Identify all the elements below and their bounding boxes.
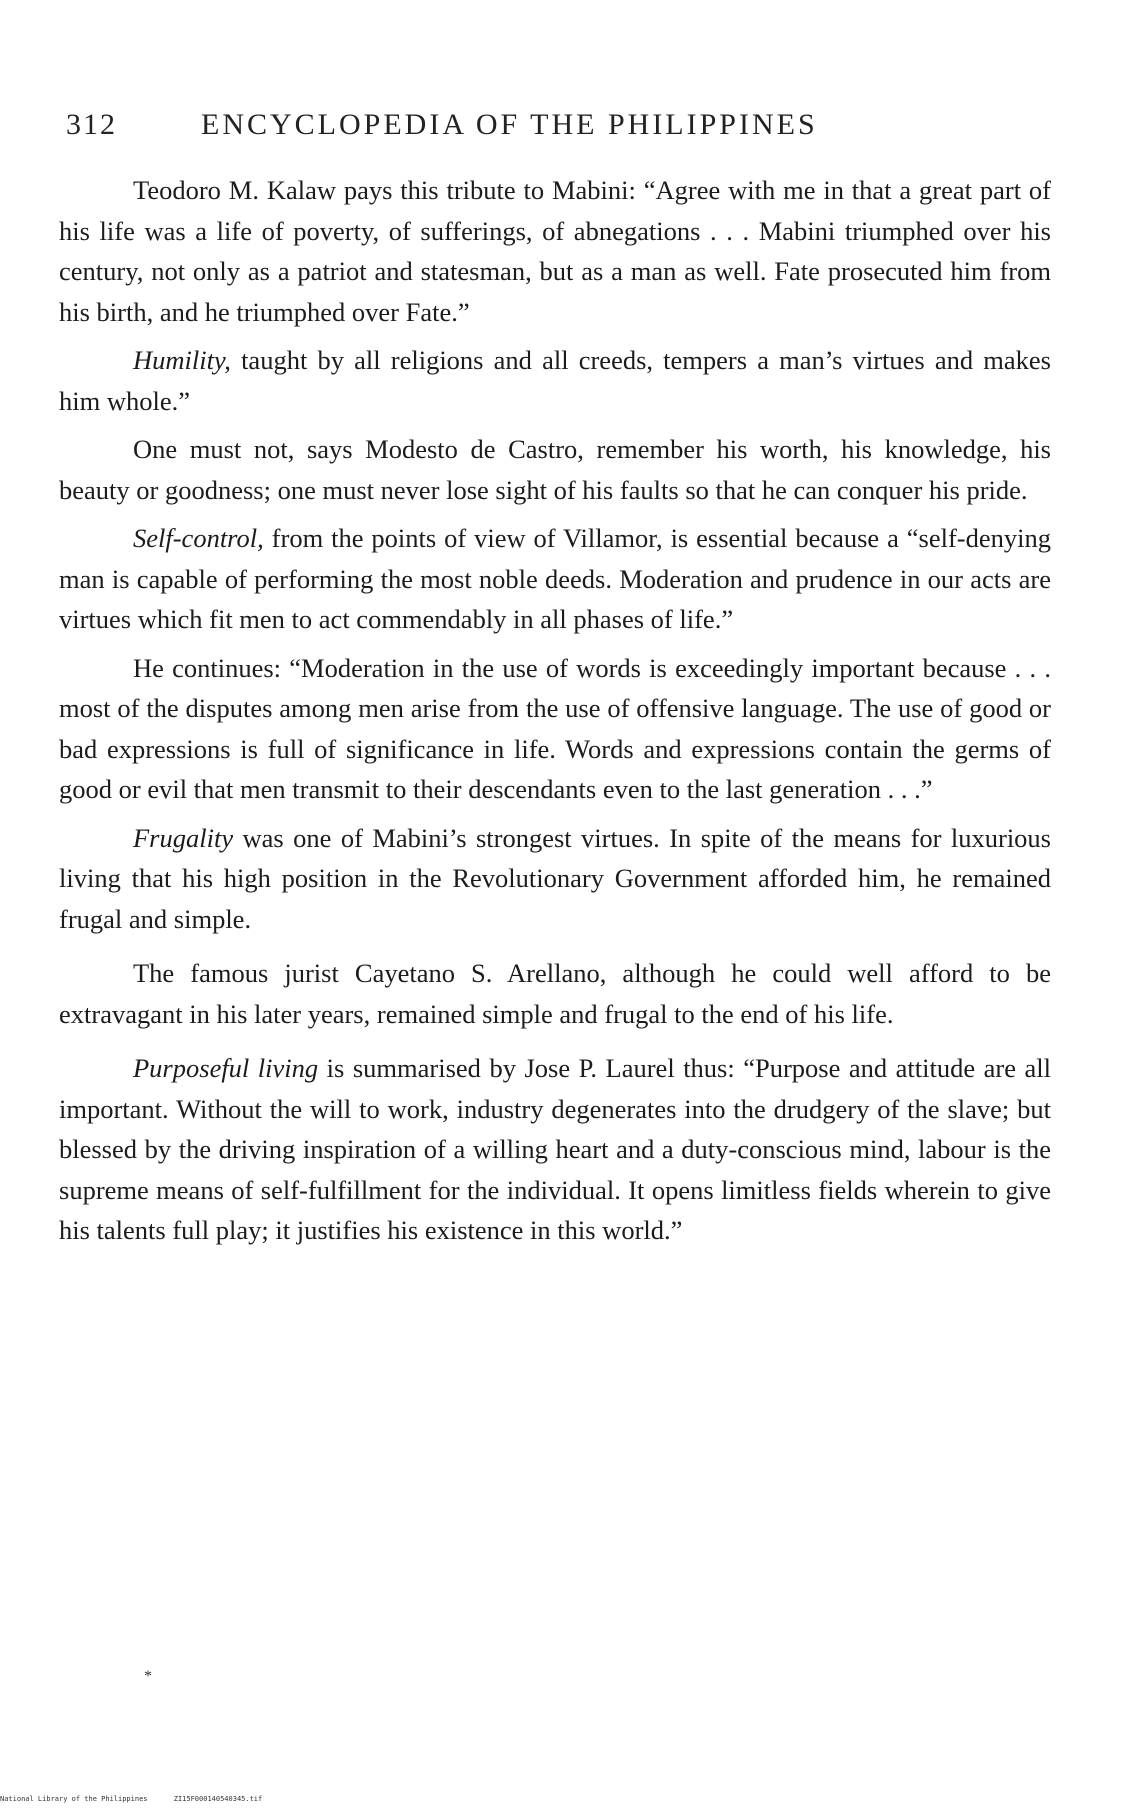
paragraph [59, 170, 1051, 332]
paragraph-text: from the points of view of Villamor, is essential because a “self-denying man is capable of performing the most noble deeds. Moderation and prudence in our acts are virtues which fit men to act commendably in all phases of life.” [59, 523, 1051, 634]
paragraph [59, 818, 1051, 940]
paragraph [59, 340, 1051, 421]
paragraph-text: Teodoro M. Kalaw pays this tribute to Mabini: “Agree with me in that a great part of his life was a life of poverty, of sufferings, of abnegations . . . Mabini triumphed over his century, not only as a patriot and statesman, but as a man as well. Fate prosecuted him from his birth, and he triumphed over Fate.” [59, 175, 1051, 327]
running-title: ENCYCLOPEDIA OF THE PHILIPPINES [201, 108, 818, 141]
paragraph-text: was one of Mabini’s strongest virtues. In spite of the means for luxurious living that his high position in the Revolutionary Government afforded him, he remained frugal and simple. [59, 822, 1051, 934]
page-number: 312 [66, 108, 117, 141]
paragraph-lead: Humility, [133, 345, 231, 375]
page-mark: * [144, 1668, 152, 1685]
paragraph [59, 648, 1051, 810]
paragraph [59, 429, 1051, 510]
body-text [59, 170, 1051, 1259]
paragraph-lead: Self-control, [133, 523, 264, 553]
paragraph-text: taught by all religions and all creeds, tempers a man’s virtues and makes him whole.” [59, 345, 1051, 416]
scan-footer [0, 1795, 262, 1803]
paragraph-lead: Purposeful living [133, 1053, 319, 1083]
paragraph [59, 953, 1051, 1034]
file-id: ZI15F000140540345.tif [173, 1795, 263, 1803]
paragraph-text: One must not, says Modesto de Castro, remember his worth, his knowledge, his beauty or goodness; one must never lose sight of his faults so that he can conquer his pride. [59, 434, 1051, 505]
paragraph-lead: Frugality [133, 822, 234, 853]
paragraph [59, 518, 1051, 640]
paragraph-text: is summarised by Jose P. Laurel thus: “Purpose and attitude are all important. Without the will to work, industry degenerates into the drudgery of the slave; but blessed by the driving inspiration of a willing heart and a duty-conscious mind, labour is the supreme means of self-fulfillment for the individual. It opens limitless fields wherein to give his talents full play; it justifies his existence in this world.” [59, 1053, 1051, 1245]
page-header [66, 108, 966, 158]
library-credit: National Library of the Philippines [0, 1795, 148, 1803]
paragraph [59, 1048, 1051, 1251]
paragraph-text: He continues: “Moderation in the use of words is exceedingly important because . . . most of the disputes among men arise from the use of offensive language. The use of good or bad expressions is full of significance in life. Words and expressions contain the germs of good or evil that men transmit to their descendants even to the last generation . . .” [59, 652, 1051, 804]
paragraph-text: The famous jurist Cayetano S. Arellano, although he could well afford to be extravagant in his later years, remained simple and frugal to the end of his life. [59, 958, 1051, 1029]
